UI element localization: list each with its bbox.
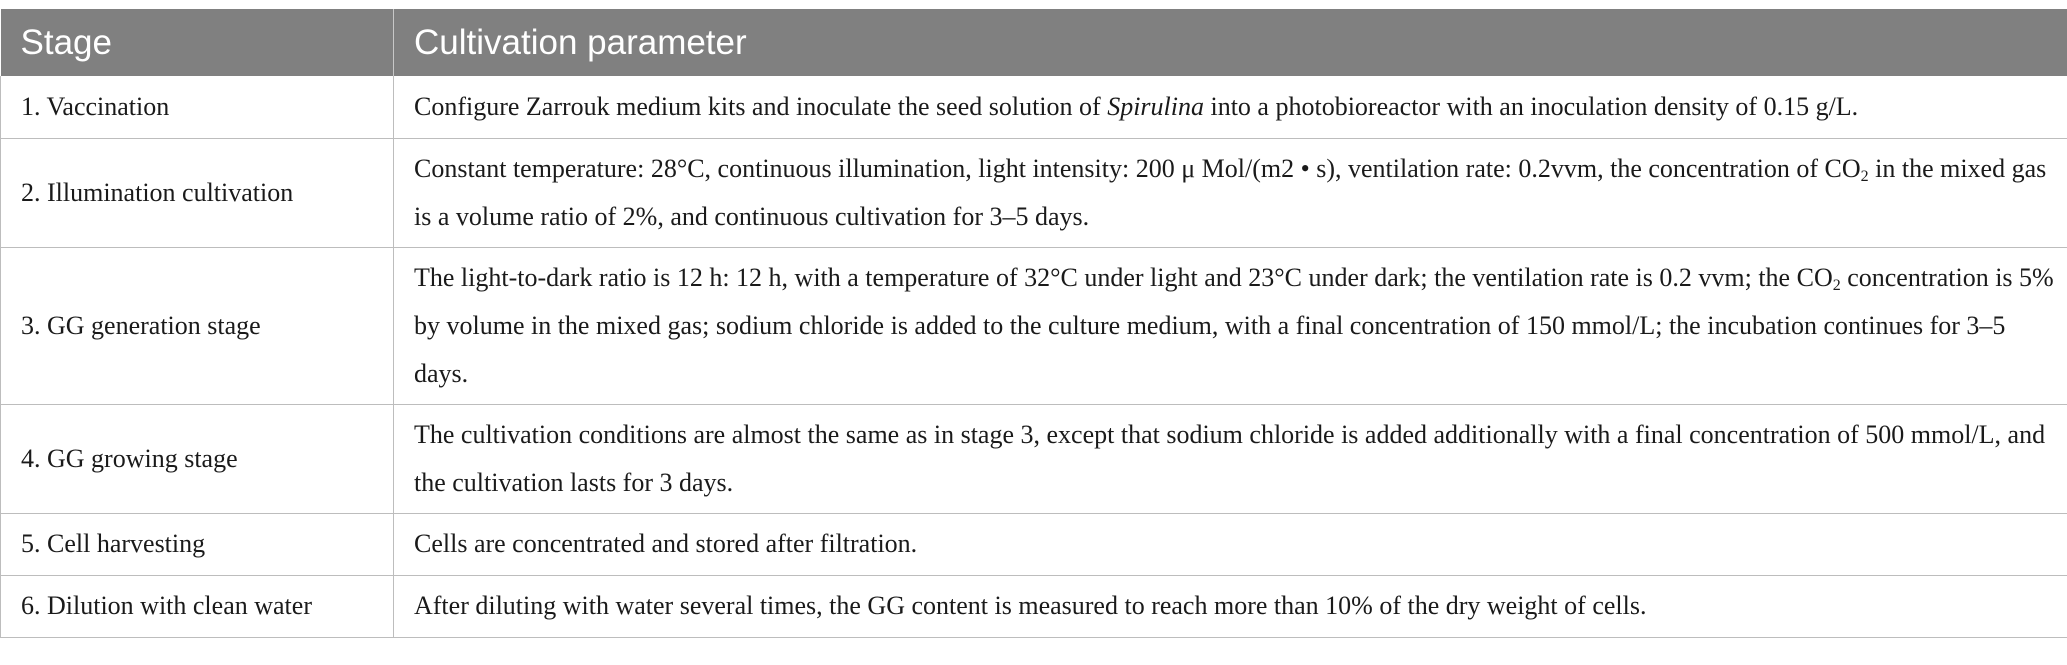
- parameter-text: The light-to-dark ratio is 12 h: 12 h, with a temperature of 32°C under light and 23°C under dark; the ventilation rate is 0.2 vvm; the CO: [414, 262, 1833, 292]
- parameter-text: concentration is 5% by volume in the mixed gas; sodium chloride is added to the culture medium, with a final concentration of 150 mmol/L; the incubation continues for 3–5 days.: [414, 262, 2054, 388]
- table-header: [1, 9, 2067, 76]
- subscript-text: 2: [1860, 167, 1869, 185]
- table-body: [1, 76, 2067, 637]
- stage-cell: 1. Vaccination: [1, 76, 394, 138]
- stage-cell: 4. GG growing stage: [1, 404, 394, 513]
- parameter-cell: Cells are concentrated and stored after filtration.: [394, 513, 2067, 575]
- parameter-italic-text: Spirulina: [1107, 91, 1204, 121]
- table-row: [1, 513, 2067, 575]
- parameter-cell: [394, 247, 2067, 404]
- subscript-text: 2: [1832, 276, 1841, 294]
- parameter-text: in the mixed gas is a volume ratio of 2%, and continuous cultivation for 3–5 days.: [414, 153, 2047, 231]
- table-row: [1, 76, 2067, 138]
- parameter-cell: After diluting with water several times, the GG content is measured to reach more than 10% of the dry weight of cells.: [394, 575, 2067, 637]
- header-row: [1, 9, 2067, 76]
- header-cultivation-parameter: Cultivation parameter: [394, 9, 2067, 76]
- cultivation-parameters-table: [0, 9, 2067, 638]
- table-row: [1, 575, 2067, 637]
- parameter-cell: [394, 138, 2067, 247]
- table-row: [1, 247, 2067, 404]
- table-row: [1, 404, 2067, 513]
- stage-cell: 5. Cell harvesting: [1, 513, 394, 575]
- parameter-text: Constant temperature: 28°C, continuous illumination, light intensity: 200 μ Mol/(m2 • s), ventilation rate: 0.2vvm, the concentration of CO: [414, 153, 1861, 183]
- parameter-text: into a photobioreactor with an inoculation density of 0.15 g/L.: [1203, 91, 1859, 121]
- table-row: [1, 138, 2067, 247]
- header-stage: Stage: [1, 9, 394, 76]
- parameter-cell: The cultivation conditions are almost the same as in stage 3, except that sodium chloride is added additionally with a final concentration of 500 mmol/L, and the cultivation lasts for 3 days.: [394, 404, 2067, 513]
- stage-cell: 6. Dilution with clean water: [1, 575, 394, 637]
- cultivation-table-container: [0, 9, 2067, 638]
- stage-cell: 3. GG generation stage: [1, 247, 394, 404]
- parameter-cell: [394, 76, 2067, 138]
- parameter-text: Configure Zarrouk medium kits and inoculate the seed solution of: [414, 91, 1108, 121]
- stage-cell: 2. Illumination cultivation: [1, 138, 394, 247]
